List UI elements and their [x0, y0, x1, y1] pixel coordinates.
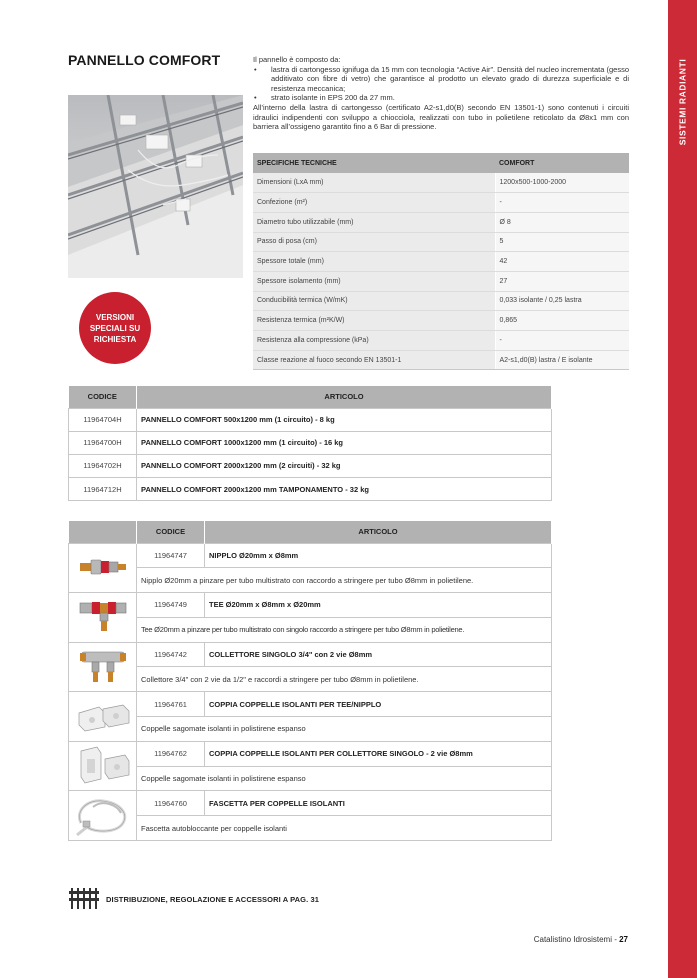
table-row: Classe reazione al fuoco secondo EN 13501-1 A2-s1,d0(B) lastra / E isolante	[253, 350, 629, 370]
accessories-table	[68, 521, 552, 841]
table-header-row	[253, 153, 629, 173]
manifold-bar-icon	[68, 888, 100, 910]
table-row: 11964761 COPPIA COPPELLE ISOLANTI PER TEE/NIPPLO	[69, 692, 552, 717]
column-header: ARTICOLO	[137, 386, 552, 408]
tee-fitting-icon	[69, 593, 137, 643]
product-codes-table	[68, 386, 552, 501]
column-header: CODICE	[69, 386, 137, 408]
column-header: ARTICOLO	[205, 521, 552, 543]
insulating-shells-icon	[69, 692, 137, 742]
manifold-shells-icon	[69, 741, 137, 791]
special-versions-badge: VERSIONI SPECIALI SU RICHIESTA	[79, 292, 151, 364]
table-row: Dimensioni (LxA mm) 1200x500-1000-2000	[253, 173, 629, 193]
table-row: Fascetta autobloccante per coppelle isolanti	[69, 816, 552, 841]
page-footer: Catalistino Idrosistemi - 27	[533, 935, 628, 944]
table-row: 11964704H PANNELLO COMFORT 500x1200 mm (1 circuito) - 8 kg	[69, 408, 552, 431]
table-row: Conducibilità termica (W/mK) 0,033 isolante / 0,25 lastra	[253, 291, 629, 311]
table-row: Passo di posa (cm) 5	[253, 232, 629, 252]
manifold-icon	[69, 642, 137, 692]
table-row: Resistenza alla compressione (kPa) -	[253, 331, 629, 351]
table-row: Collettore 3/4" con 2 vie da 1/2" e raccordi a stringere per tubo Ø8mm in polietilene.	[69, 667, 552, 692]
table-row: Spessore isolamento (mm) 27	[253, 271, 629, 291]
table-row: Resistenza termica (m²K/W) 0,865	[253, 311, 629, 331]
table-row: Spessore totale (mm) 42	[253, 252, 629, 272]
table-row: Tee Ø20mm a pinzare per tubo multistrato con singolo raccordo a stringere per tubo Ø8mm in polietilene.	[69, 617, 552, 642]
table-row: 11964762 COPPIA COPPELLE ISOLANTI PER COLLETTORE SINGOLO - 2 vie Ø8mm	[69, 741, 552, 766]
cable-tie-icon	[69, 791, 137, 841]
table-row: Coppelle sagomate isolanti in polistirene espanso	[69, 766, 552, 791]
product-description	[253, 55, 629, 132]
description-bullet: • strato isolante in EPS 200 da 27 mm.	[254, 93, 395, 103]
product-photo	[68, 95, 243, 278]
table-row: Confezione (m²) -	[253, 193, 629, 213]
table-header-row	[69, 521, 552, 543]
description-paragraph: All’interno della lastra di cartongesso (certificato A2-s1,d0(B) secondo EN 13501-1) sono contenuti i circuiti idraulici indipendenti con sviluppo a chiocciola, realizzati con tubo in polietilene reticolato da Ø8x1 mm con barriera all’ossigeno garantito fino a 6 Bar di pressione.	[253, 102, 629, 132]
table-row: 11964749 TEE Ø20mm x Ø8mm x Ø20mm	[69, 593, 552, 618]
page-number: 27	[619, 935, 628, 944]
table-row: 11964747 NIPPLO Ø20mm x Ø8mm	[69, 543, 552, 568]
table-row: Nipplo Ø20mm a pinzare per tubo multistrato con raccordo a stringere per tubo Ø8mm in polietilene.	[69, 568, 552, 593]
column-header: CODICE	[137, 521, 205, 543]
table-row: 11964742 COLLETTORE SINGOLO 3/4" con 2 vie Ø8mm	[69, 642, 552, 667]
column-header: COMFORT	[495, 153, 629, 173]
table-row: 11964712H PANNELLO COMFORT 2000x1200 mm TAMPONAMENTO - 32 kg	[69, 478, 552, 501]
table-row: 11964760 FASCETTA PER COPPELLE ISOLANTI	[69, 791, 552, 816]
nipple-fitting-icon	[69, 543, 137, 593]
technical-specs-table	[253, 153, 629, 370]
page-reference: DISTRIBUZIONE, REGOLAZIONE E ACCESSORI A PAG. 31	[68, 888, 319, 910]
page-title: PANNELLO COMFORT	[68, 52, 221, 68]
table-row: Diametro tubo utilizzabile (mm) Ø 8	[253, 212, 629, 232]
section-label: SISTEMI RADIANTI	[677, 58, 688, 146]
table-row: 11964700H PANNELLO COMFORT 1000x1200 mm (1 circuito) - 16 kg	[69, 431, 552, 454]
table-row: 11964702H PANNELLO COMFORT 2000x1200 mm (2 circuiti) - 32 kg	[69, 454, 552, 477]
column-header: SPECIFICHE TECNICHE	[253, 153, 495, 173]
description-bullet: • lastra di cartongesso ignifuga da 15 mm con tecnologia “Active Air”. Densità del nucleo incrementata (gesso additivato con fibre di vetro) che garantisce al prodotto un elevato grado di durezza superficiale e di resistenza meccanica;	[254, 64, 629, 93]
table-header-row	[69, 386, 552, 408]
description-lead: Il pannello è composto da:	[253, 55, 341, 64]
table-row: Coppelle sagomate isolanti in polistirene espanso	[69, 717, 552, 742]
